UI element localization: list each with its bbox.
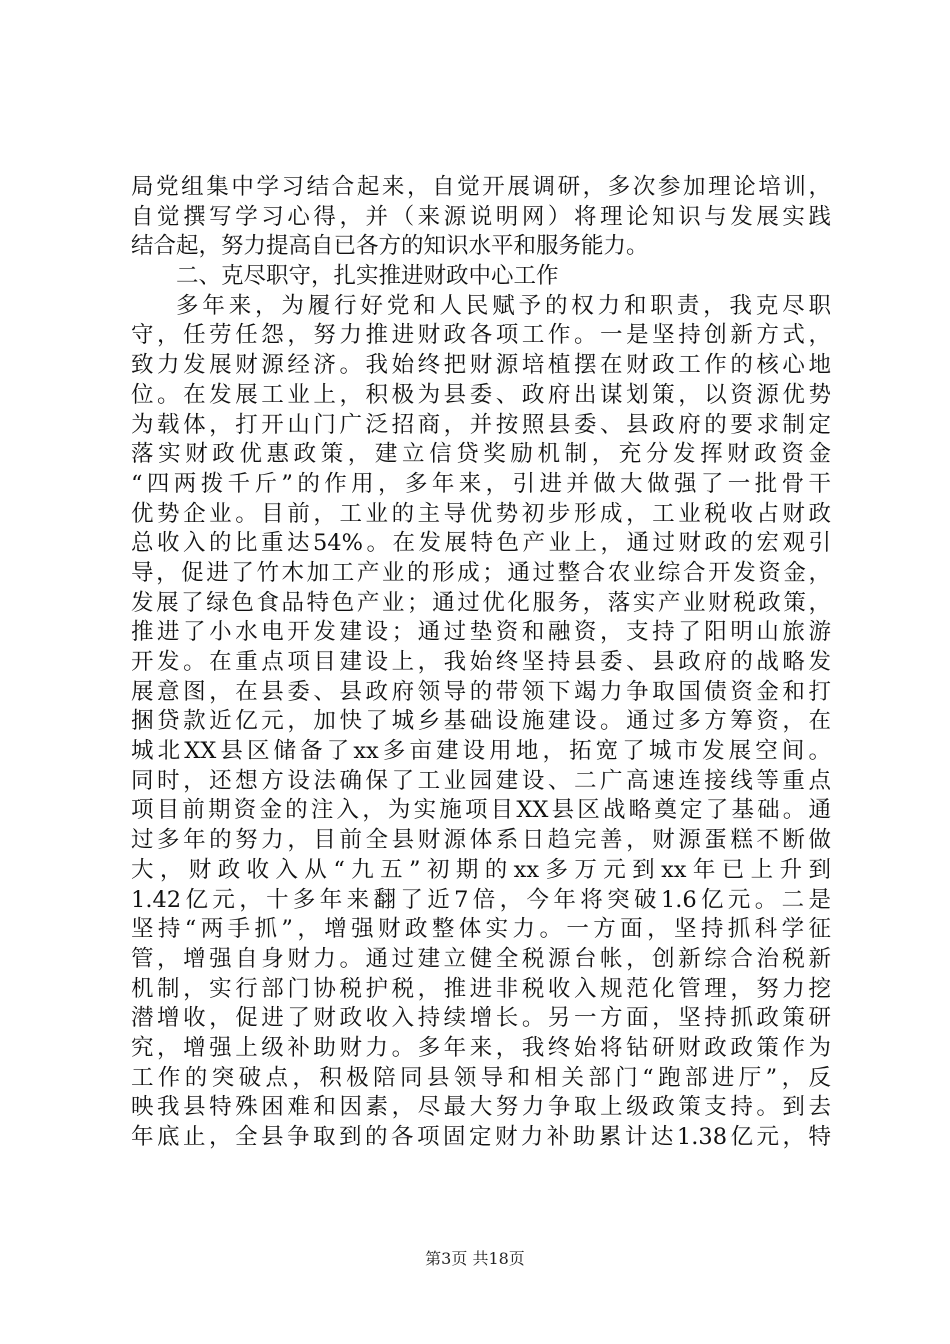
text-line: 自觉撰写学习心得，并（来源说明网）将理论知识与发展实践 <box>131 203 831 230</box>
text-line: 大，财政收入从“九五”初期的xx多万元到xx年已上升到 <box>131 856 831 883</box>
text-line: 项目前期资金的注入，为实施项目XX县区战略奠定了基础。通 <box>131 797 831 824</box>
text-line: 总收入的比重达54%。在发展特色产业上，通过财政的宏观引 <box>131 530 831 557</box>
text-line: 为载体，打开山门广泛招商，并按照县委、县政府的要求制定 <box>131 411 831 438</box>
text-line: 捆贷款近亿元，加快了城乡基础设施建设。通过多方筹资，在 <box>131 708 831 735</box>
text-line: 多年来，为履行好党和人民赋予的权力和职责，我克尽职 <box>176 292 831 319</box>
text-line: 潜增收，促进了财政收入持续增长。另一方面，坚持抓政策研 <box>131 1005 831 1032</box>
text-line: 局党组集中学习结合起来，自觉开展调研，多次参加理论培训， <box>131 174 831 200</box>
text-line: 发展了绿色食品特色产业；通过优化服务，落实产业财税政策， <box>131 589 831 616</box>
text-line: 机制，实行部门协税护税，推进非税收入规范化管理，努力挖 <box>131 975 831 1002</box>
text-line: 结合起，努力提高自已各方的知识水平和服务能力。 <box>131 233 649 260</box>
text-line: 年底止，全县争取到的各项固定财力补助累计达1.38亿元，特 <box>131 1124 831 1150</box>
text-line: 开发。在重点项目建设上，我始终坚持县委、县政府的战略发 <box>131 649 831 675</box>
text-line: 优势企业。目前，工业的主导优势初步形成，工业税收占财政 <box>131 500 831 527</box>
text-line: 工作的突破点，积极陪同县领导和相关部门“跑部进厅”，反 <box>131 1064 831 1091</box>
text-line: 城北XX县区储备了xx多亩建设用地，拓宽了城市发展空间。 <box>131 738 831 765</box>
text-line: 展意图，在县委、县政府领导的带领下竭力争取国债资金和打 <box>131 678 831 705</box>
section-heading: 二、克尽职守，扎实推进财政中心工作 <box>176 263 559 290</box>
text-line: 坚持“两手抓”，增强财政整体实力。一方面，坚持抓科学征 <box>131 916 831 943</box>
page-footer: 第3页 共18页 <box>425 1249 525 1268</box>
text-line: 守，任劳任怨，努力推进财政各项工作。一是坚持创新方式， <box>131 322 831 349</box>
text-line: 过多年的努力，目前全县财源体系日趋完善，财源蛋糕不断做 <box>131 827 831 854</box>
text-line: “四两拨千斤”的作用，多年来，引进并做大做强了一批骨干 <box>131 470 831 497</box>
text-line: 位。在发展工业上，积极为县委、政府出谋划策，以资源优势 <box>131 381 831 408</box>
text-line: 1.42亿元，十多年来翻了近7倍，今年将突破1.6亿元。二是 <box>131 886 831 913</box>
text-line: 同时，还想方设法确保了工业园建设、二广高速连接线等重点 <box>131 767 831 794</box>
text-line: 究，增强上级补助财力。多年来，我终始将钻研财政政策作为 <box>131 1034 831 1061</box>
text-line: 落实财政优惠政策，建立信贷奖励机制，充分发挥财政资金 <box>131 441 831 468</box>
text-line: 导，促进了竹木加工产业的形成；通过整合农业综合开发资金， <box>131 559 831 586</box>
text-line: 致力发展财源经济。我始终把财源培植摆在财政工作的核心地 <box>131 352 831 379</box>
document-body <box>131 173 831 1153</box>
text-line: 映我县特殊困难和因素，尽最大努力争取上级政策支持。到去 <box>131 1094 831 1121</box>
text-line: 管，增强自身财力。通过建立健全税源台帐，创新综合治税新 <box>131 945 831 972</box>
text-line: 推进了小水电开发建设；通过垫资和融资，支持了阳明山旅游 <box>131 619 831 646</box>
